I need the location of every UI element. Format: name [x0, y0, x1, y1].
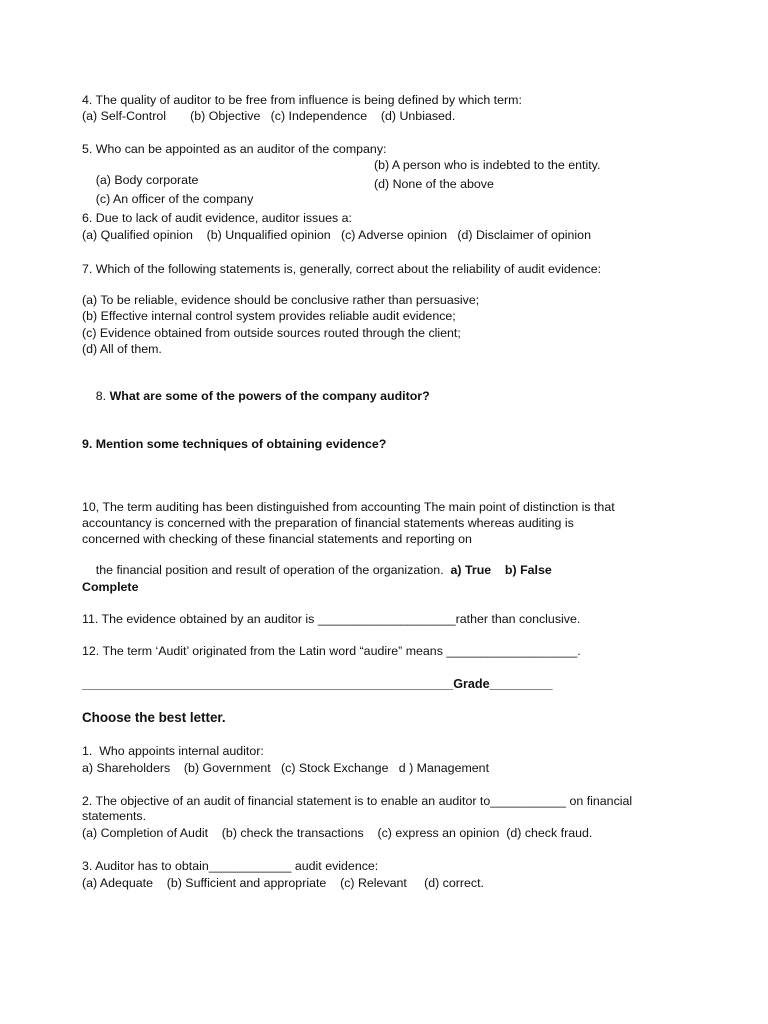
- q4-options: (a) Self-Control (b) Objective (c) Independence (d) Unbiased.: [82, 109, 456, 123]
- grade-line: _____________________________________________________Grade_________: [82, 677, 553, 691]
- q7-option-d: (d) All of them.: [82, 342, 162, 356]
- q5-option-a: (a) Body corporate: [95, 173, 199, 187]
- q8-number: 8.: [95, 389, 110, 403]
- q12: 12. The term ‘Audit’ originated from the Latin word “audire” means ___________________.: [82, 644, 581, 658]
- q6-question: 6. Due to lack of audit evidence, auditor issues a:: [82, 211, 352, 225]
- section2-heading: Choose the best letter.: [82, 710, 226, 725]
- s2q3-question: 3. Auditor has to obtain____________ audit evidence:: [82, 859, 379, 873]
- q9-question: 9. Mention some techniques of obtaining evidence?: [82, 437, 387, 451]
- q7-option-b: (b) Effective internal control system provides reliable audit evidence;: [82, 309, 456, 323]
- q10-line1: 10, The term auditing has been distinguished from accounting The main point of distinction is that: [82, 500, 615, 514]
- q10-line4-row: [82, 548, 552, 593]
- q11: 11. The evidence obtained by an auditor is ____________________rather than conclusive.: [82, 612, 581, 626]
- q7-option-c: (c) Evidence obtained from outside sources routed through the client;: [82, 326, 461, 340]
- q10-answers: a) True b) False: [450, 563, 552, 577]
- q5-option-b: (b) A person who is indebted to the entity.: [374, 158, 601, 172]
- s2q3-options: (a) Adequate (b) Sufficient and appropriate (c) Relevant (d) correct.: [82, 876, 484, 890]
- q10-line2: accountancy is concerned with the preparation of financial statements whereas auditing is: [82, 516, 574, 530]
- q5-option-c: (c) An officer of the company: [95, 192, 254, 206]
- q10-line3: concerned with checking of these financial statements and reporting on: [82, 532, 472, 546]
- q10-line4: the financial position and result of operation of the organization.: [95, 563, 451, 577]
- s2q2-line1: 2. The objective of an audit of financial statement is to enable an auditor to___________ on financial: [82, 794, 633, 808]
- s2q2-line2: statements.: [82, 809, 147, 823]
- q6-options: (a) Qualified opinion (b) Unqualified opinion (c) Adverse opinion (d) Disclaimer of opinion: [82, 228, 591, 242]
- complete-heading: Complete: [82, 580, 139, 594]
- s2q1-options: a) Shareholders (b) Government (c) Stock Exchange d ) Management: [82, 761, 490, 775]
- q7-option-a: (a) To be reliable, evidence should be conclusive rather than persuasive;: [82, 293, 480, 307]
- q7-question: 7. Which of the following statements is, generally, correct about the reliability of audit evidence:: [82, 262, 602, 276]
- q5-option-d: (d) None of the above: [374, 177, 494, 191]
- q5-question: 5. Who can be appointed as an auditor of the company:: [82, 142, 387, 156]
- q8: [82, 374, 430, 419]
- q4-question: 4. The quality of auditor to be free from influence is being defined by which term:: [82, 93, 522, 107]
- s2q1-question: 1. Who appoints internal auditor:: [82, 744, 264, 758]
- s2q2-options: (a) Completion of Audit (b) check the transactions (c) express an opinion (d) check fraud.: [82, 826, 593, 840]
- q8-question: What are some of the powers of the company auditor?: [109, 389, 430, 403]
